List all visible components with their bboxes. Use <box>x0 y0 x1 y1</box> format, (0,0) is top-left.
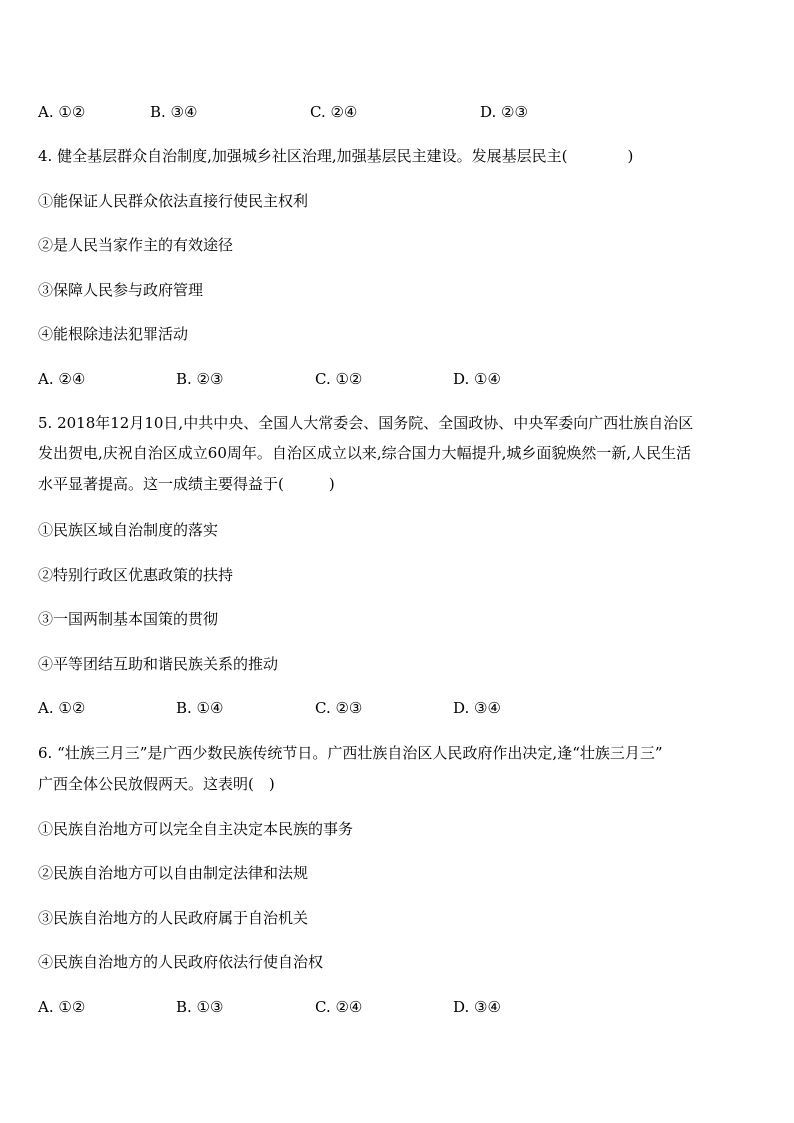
q5-stem-line-3: 水平显著提高。这一成绩主要得益于( ) <box>38 475 335 493</box>
q6-statement-3: ③民族自治地方的人民政府属于自治机关 <box>38 909 309 927</box>
q4-statement-1: ①能保证人民群众依法直接行使民主权利 <box>38 192 309 210</box>
q6-option-a: A. ①② <box>38 998 86 1016</box>
q5-option-d: D. ③④ <box>453 699 501 717</box>
q6-statement-4: ④民族自治地方的人民政府依法行使自治权 <box>38 953 324 971</box>
q3-option-a: A. ①② <box>38 103 86 121</box>
q6-stem-line-2: 广西全体公民放假两天。这表明( ) <box>38 775 275 793</box>
q5-option-a: A. ①② <box>38 699 86 717</box>
q4-stem: 4. 健全基层群众自治制度,加强城乡社区治理,加强基层民主建设。发展基层民主( ) <box>38 147 634 165</box>
q5-statement-3: ③一国两制基本国策的贯彻 <box>38 610 219 628</box>
q4-option-c: C. ①② <box>315 370 363 388</box>
q5-stem-line-1: 5. 2018年12月10日,中共中央、全国人大常委会、国务院、全国政协、中央军委向广西壮族自治区 <box>38 414 694 432</box>
q6-stem-line-1: 6. “壮族三月三”是广西少数民族传统节日。广西壮族自治区人民政府作出决定,逢“壮族三月三” <box>38 744 663 762</box>
q4-statement-2: ②是人民当家作主的有效途径 <box>38 236 234 254</box>
q6-statement-1: ①民族自治地方可以完全自主决定本民族的事务 <box>38 820 354 838</box>
q5-statement-4: ④平等团结互助和谐民族关系的推动 <box>38 655 279 673</box>
q5-statement-1: ①民族区域自治制度的落实 <box>38 521 219 539</box>
q6-option-d: D. ③④ <box>453 998 501 1016</box>
q5-statement-2: ②特别行政区优惠政策的扶持 <box>38 566 234 584</box>
q5-options <box>38 698 738 718</box>
q4-statement-4: ④能根除违法犯罪活动 <box>38 325 189 343</box>
q6-options <box>38 997 738 1017</box>
q4-statement-3: ③保障人民参与政府管理 <box>38 281 204 299</box>
q4-option-a: A. ②④ <box>38 370 86 388</box>
q6-option-b: B. ①③ <box>176 998 224 1016</box>
q5-option-b: B. ①④ <box>176 699 224 717</box>
q4-option-d: D. ①④ <box>453 370 501 388</box>
q3-option-c: C. ②④ <box>310 103 358 121</box>
q4-option-b: B. ②③ <box>176 370 224 388</box>
q3-option-d: D. ②③ <box>480 103 528 121</box>
q3-option-b: B. ③④ <box>150 103 198 121</box>
q6-option-c: C. ②④ <box>315 998 363 1016</box>
q6-statement-2: ②民族自治地方可以自由制定法律和法规 <box>38 864 309 882</box>
q5-option-c: C. ②③ <box>315 699 363 717</box>
q3-options <box>38 102 738 122</box>
q5-stem-line-2: 发出贺电,庆祝自治区成立60周年。自治区成立以来,综合国力大幅提升,城乡面貌焕然一新,人民生活 <box>38 444 692 462</box>
q4-options <box>38 369 738 389</box>
